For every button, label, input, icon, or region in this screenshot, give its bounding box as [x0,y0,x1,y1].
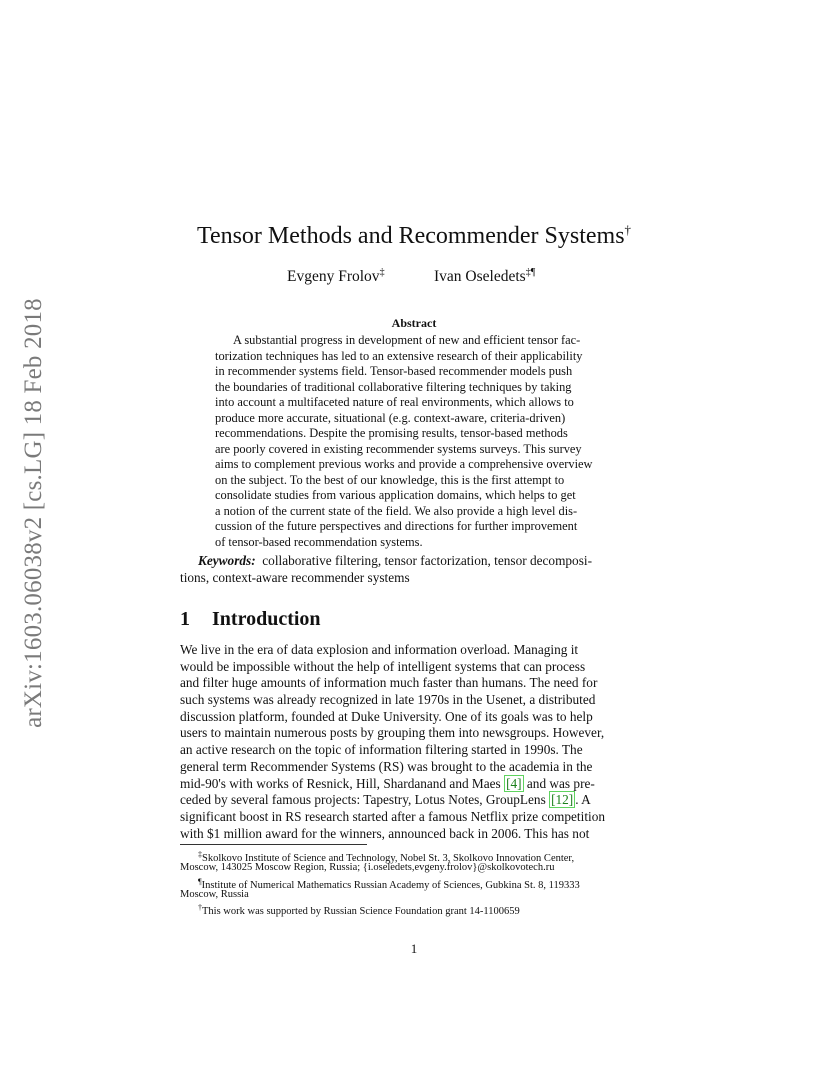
arxiv-identifier-text: arXiv:1603.06038v2 [cs.LG] 18 Feb 2018 [20,298,47,728]
section-number: 1 [180,608,190,630]
body-line: and filter huge amounts of information much faster than humans. The need for [180,675,598,691]
paper-title-text: Tensor Methods and Recommender Systems [196,223,625,249]
page-number: 1 [410,941,418,956]
footnote-text: Institute of Numerical Mathematics Russian Academy of Sciences, Gubkina St. 8, 119333 [201,879,580,891]
footnote-text: This work was supported by Russian Science Foundation grant 14-1100659 [202,906,520,918]
body-line-text: . A [575,792,591,808]
abstract-line: in recommender systems field. Tensor-based recommender models push [215,364,573,378]
citation-link[interactable]: [12] [551,792,574,808]
footnote-affiliation-inm [180,875,648,891]
abstract-heading: Abstract [391,316,437,330]
abstract-line: a notion of the current state of the field. We also provide a high level dis- [215,503,578,518]
body-line: discussion platform, founded at Duke University. One of its goals was to help [180,708,593,724]
body-line: such systems was already recognized in late 1970s in the Usenet, a distributed [180,692,596,708]
body-line: We live in the era of data explosion and information overload. Managing it [180,642,579,657]
arxiv-identifier-stamp [20,288,48,738]
abstract-line: torization techniques has led to an extensive research of their applicability [215,348,583,363]
footnote-text: Skolkovo Institute of Science and Technology, Nobel St. 3, Skolkovo Innovation Center, [202,853,575,864]
body-line: general term Recommender Systems (RS) was brought to the academia in the [180,758,593,774]
body-line: significant boost in RS research started after a famous Netflix prize competition [180,808,606,824]
abstract-line: aims to complement previous works and provide a comprehensive overview [215,457,593,471]
abstract-line: into account a multifaceted nature of real environments, which allows to [215,395,574,409]
paper-title [180,216,648,250]
keywords-label: Keywords: [198,553,256,568]
abstract-line: A substantial progress in development of new and efficient tensor fac- [233,333,581,347]
keywords-block [180,553,648,586]
footnote-text: Moscow, 143025 Moscow Region, Russia; {i.oseledets,evgeny.frolov}@skolkovotech.ru [180,862,555,874]
abstract-line: cussion of the future perspectives and directions for further improvement [215,519,578,533]
abstract-line: consolidate studies from various application domains, which helps to get [215,488,576,502]
keywords-line-2: tions, context-aware recommender systems [180,569,410,585]
footnote-mark: ¶ [198,876,202,886]
abstract-line: of tensor-based recommendation systems. [215,534,423,549]
footnote-mark: ‡ [198,850,202,859]
author-2-name: Ivan Oseledets [434,268,526,285]
footnote-divider [180,844,367,845]
keywords-text-1: collaborative filtering, tensor factorization, tensor decomposi- [262,553,593,568]
abstract-line: are poorly covered in existing recommender systems surveys. This survey [215,441,582,456]
author-1 [287,263,385,287]
keywords-line-1 [180,553,648,570]
body-line-with-citation [180,792,648,809]
footnote-text: Moscow, Russia [180,888,249,900]
abstract-line: produce more accurate, situational (e.g. context-aware, criteria-driven) [215,410,566,425]
section-heading [180,606,321,632]
body-line-text: and was pre- [523,775,595,791]
body-line-text: ceded by several famous projects: Tapestry, Lotus Notes, GroupLens [180,792,550,808]
author-1-marks: ‡ [379,267,385,278]
section-title: Introduction [212,608,321,630]
footnote-mark: † [198,903,202,913]
author-2 [434,263,535,287]
author-2-marks: ‡¶ [525,267,536,278]
footnotes [180,848,648,918]
author-1-name: Evgeny Frolov [287,268,380,285]
body-line: with $1 million award for the winners, announced back in 2006. This has not [180,825,590,841]
body-line-with-citation [180,776,648,793]
abstract-body [215,333,612,550]
abstract-line: the boundaries of traditional collaborative filtering techniques by taking [215,379,572,394]
title-footnote-mark: † [624,222,632,237]
footnote-affiliation-skolkovo [180,848,648,864]
body-line: would be impossible without the help of intelligent systems that can process [180,658,586,674]
introduction-body [180,642,648,842]
body-line: users to maintain numerous posts by grouping them into newsgroups. However, [180,725,605,741]
abstract-line: recommendations. Despite the promising results, tensor-based methods [215,426,568,440]
abstract-line: on the subject. To the best of our knowledge, this is the first attempt to [215,472,565,487]
citation-link[interactable]: [4] [506,775,522,791]
body-line: an active research on the topic of information filtering started in 1990s. The [180,742,583,758]
body-line-text: mid-90's with works of Resnick, Hill, Shardanand and Maes [180,775,505,791]
footnote-funding [180,901,648,918]
